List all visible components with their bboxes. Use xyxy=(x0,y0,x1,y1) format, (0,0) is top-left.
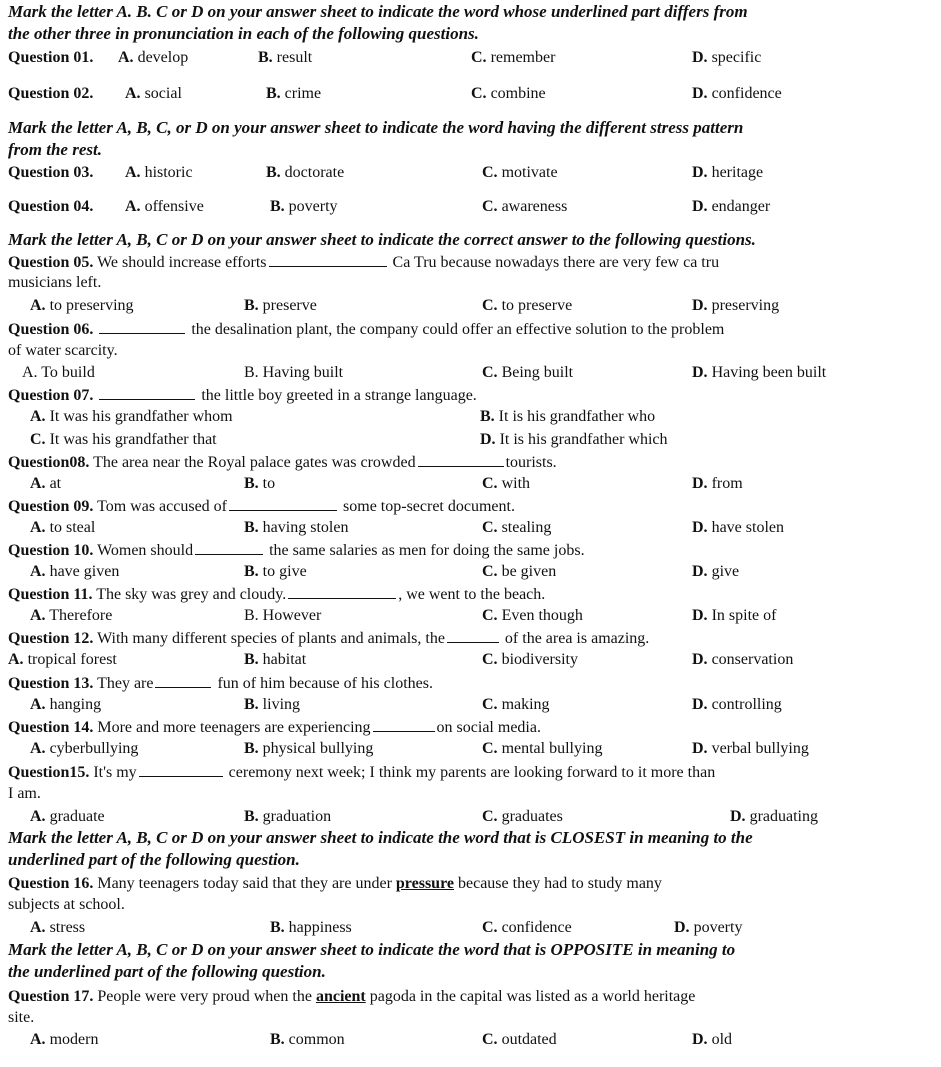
option-d[interactable]: D. heritage xyxy=(692,164,764,181)
instruction-correct-answer: Mark the letter A, B, C or D on your answer sheet to indicate the correct answer to the following questions. xyxy=(8,230,756,249)
option-d[interactable]: D. In spite of xyxy=(692,607,777,624)
option-a[interactable]: A. social xyxy=(125,85,182,102)
option-b[interactable]: B. result xyxy=(258,49,313,66)
option-d[interactable]: D. Having been built xyxy=(692,364,827,381)
option-b[interactable]: B. to xyxy=(244,475,276,492)
question-12-stem: Question 12. With many different species of plants and animals, the of the area is amazing. xyxy=(8,630,650,647)
question-07-stem: Question 07. the little boy greeted in a strange language. xyxy=(8,387,477,404)
option-c[interactable]: C. mental bullying xyxy=(482,740,603,757)
option-a[interactable]: A. Therefore xyxy=(30,607,113,624)
option-c[interactable]: C. making xyxy=(482,696,550,713)
question-01 xyxy=(8,48,933,68)
option-c[interactable]: C. motivate xyxy=(482,164,558,181)
option-c[interactable]: C. combine xyxy=(471,85,546,102)
question-13-stem: Question 13. They are fun of him because of his clothes. xyxy=(8,675,433,692)
option-c[interactable]: C. Even though xyxy=(482,607,583,624)
option-b[interactable]: B. graduation xyxy=(244,808,332,825)
instruction-opposite-line2: the underlined part of the following question. xyxy=(8,962,326,981)
question-10-stem: Question 10. Women should the same salaries as men for doing the same jobs. xyxy=(8,542,585,559)
question-label: Question 01. xyxy=(8,49,94,66)
answer-blank xyxy=(229,496,337,511)
question-label: Question 16. xyxy=(8,875,94,892)
question-08-stem: Question08. The area near the Royal palace gates was crowded tourists. xyxy=(8,454,557,471)
question-15-stem-cont: I am. xyxy=(8,785,41,802)
option-b[interactable]: B. Having built xyxy=(244,364,344,381)
instruction-opposite-line1: Mark the letter A, B, C or D on your answer sheet to indicate the word that is OPPOSITE in meaning to xyxy=(8,940,736,959)
question-14-stem: Question 14. More and more teenagers are experiencing on social media. xyxy=(8,719,541,736)
option-d[interactable]: D. conservation xyxy=(692,651,794,668)
question-label: Question 07. xyxy=(8,387,94,404)
option-a[interactable]: A. offensive xyxy=(125,198,204,215)
option-b[interactable]: B. habitat xyxy=(244,651,307,668)
question-label: Question 17. xyxy=(8,988,94,1005)
option-a[interactable]: A. to preserving xyxy=(30,297,134,314)
option-d[interactable]: D. controlling xyxy=(692,696,782,713)
question-15-stem: Question15. It's my ceremony next week; I think my parents are looking forward to it more than xyxy=(8,764,716,781)
question-label: Question 14. xyxy=(8,719,94,736)
instruction-pronunciation-line2: the other three in pronunciation in each of the following questions. xyxy=(8,24,479,43)
answer-blank xyxy=(99,319,185,334)
option-c[interactable]: C. graduates xyxy=(482,808,563,825)
question-label: Question 09. xyxy=(8,498,94,515)
option-b[interactable]: B. poverty xyxy=(270,198,338,215)
option-d[interactable]: D. poverty xyxy=(674,919,743,936)
option-b[interactable]: B. happiness xyxy=(270,919,352,936)
option-c[interactable]: C. confidence xyxy=(482,919,572,936)
question-05-stem-cont: musicians left. xyxy=(8,274,102,291)
option-d[interactable]: D. It is his grandfather which xyxy=(480,431,668,448)
option-d[interactable]: D. give xyxy=(692,563,740,580)
question-label: Question 10. xyxy=(8,542,94,559)
question-09-stem: Question 09. Tom was accused of some top-secret document. xyxy=(8,498,515,515)
option-d[interactable]: D. specific xyxy=(692,49,762,66)
option-b[interactable]: B. crime xyxy=(266,85,322,102)
question-17-stem-cont: site. xyxy=(8,1009,35,1026)
answer-blank xyxy=(418,452,504,467)
option-d[interactable]: D. confidence xyxy=(692,85,782,102)
option-a[interactable]: A. To build xyxy=(22,364,95,381)
answer-blank xyxy=(269,252,387,267)
answer-blank xyxy=(155,673,211,688)
option-b[interactable]: B. physical bullying xyxy=(244,740,374,757)
option-b[interactable]: B. having stolen xyxy=(244,519,349,536)
option-d[interactable]: D. have stolen xyxy=(692,519,784,536)
option-c[interactable]: C. biodiversity xyxy=(482,651,578,668)
option-c[interactable]: C. awareness xyxy=(482,198,568,215)
question-03 xyxy=(8,163,933,183)
option-b[interactable]: B. It is his grandfather who xyxy=(480,408,656,425)
question-05-stem: Question 05. We should increase efforts Ca Tru because nowadays there are very few ca tru xyxy=(8,254,720,271)
question-label: Question 12. xyxy=(8,630,94,647)
instruction-pronunciation-line1: Mark the letter A. B. C or D on your answer sheet to indicate the word whose underlined part differs from xyxy=(8,2,748,21)
option-a[interactable]: A. to steal xyxy=(30,519,96,536)
option-c[interactable]: C. It was his grandfather that xyxy=(30,431,217,448)
question-label: Question 13. xyxy=(8,675,94,692)
option-c[interactable]: C. outdated xyxy=(482,1031,557,1048)
option-b[interactable]: B. living xyxy=(244,696,301,713)
question-label: Question 05. xyxy=(8,254,94,271)
option-a[interactable]: A. tropical forest xyxy=(8,651,117,668)
option-d[interactable]: D. verbal bullying xyxy=(692,740,809,757)
question-label: Question08. xyxy=(8,454,90,471)
instruction-stress-line2: from the rest. xyxy=(8,140,102,159)
answer-blank xyxy=(373,717,435,732)
answer-blank xyxy=(288,584,396,599)
option-c[interactable]: C. Being built xyxy=(482,364,574,381)
option-c[interactable]: C. with xyxy=(482,475,531,492)
answer-blank xyxy=(99,385,195,400)
question-label: Question 06. xyxy=(8,321,94,338)
question-06-stem: Question 06. the desalination plant, the company could offer an effective solution to the problem xyxy=(8,321,725,338)
answer-blank xyxy=(139,762,223,777)
option-a[interactable]: A. develop xyxy=(118,49,189,66)
option-b[interactable]: B. to give xyxy=(244,563,307,580)
option-c[interactable]: C. be given xyxy=(482,563,557,580)
question-16-stem-cont: subjects at school. xyxy=(8,896,125,913)
question-02 xyxy=(8,84,933,104)
underlined-word: ancient xyxy=(315,988,366,1005)
question-16-stem: Question 16. Many teenagers today said that they are under pressure because they had to study many xyxy=(8,875,662,892)
question-label: Question15. xyxy=(8,764,90,781)
instruction-stress-line1: Mark the letter A, B, C, or D on your answer sheet to indicate the word having the different stress pattern xyxy=(8,118,744,137)
answer-blank xyxy=(195,540,263,555)
option-a[interactable]: A. graduate xyxy=(30,808,105,825)
underlined-word: pressure xyxy=(395,875,454,892)
question-label: Question 03. xyxy=(8,164,94,181)
option-a[interactable]: A. at xyxy=(30,475,62,492)
option-b[interactable]: B. However xyxy=(244,607,322,624)
option-d[interactable]: D. preserving xyxy=(692,297,780,314)
option-c[interactable]: C. to preserve xyxy=(482,297,573,314)
option-c[interactable]: C. remember xyxy=(471,49,556,66)
instruction-closest-line2: underlined part of the following question. xyxy=(8,850,300,869)
question-06-stem-cont: of water scarcity. xyxy=(8,342,118,359)
option-b[interactable]: B. preserve xyxy=(244,297,317,314)
question-label: Question 02. xyxy=(8,85,94,102)
instruction-closest-line1: Mark the letter A, B, C or D on your answer sheet to indicate the word that is CLOSEST in meaning to the xyxy=(8,828,753,847)
option-a[interactable]: A. stress xyxy=(30,919,86,936)
question-11-stem: Question 11. The sky was grey and cloudy. , we went to the beach. xyxy=(8,586,546,603)
option-a[interactable]: A. cyberbullying xyxy=(30,740,139,757)
option-d[interactable]: D. old xyxy=(692,1031,733,1048)
option-b[interactable]: B. doctorate xyxy=(266,164,345,181)
question-label: Question 11. xyxy=(8,586,93,603)
option-d[interactable]: D. from xyxy=(692,475,743,492)
option-a[interactable]: A. modern xyxy=(30,1031,99,1048)
option-b[interactable]: B. common xyxy=(270,1031,345,1048)
option-d[interactable]: D. graduating xyxy=(730,808,818,825)
option-d[interactable]: D. endanger xyxy=(692,198,771,215)
option-a[interactable]: A. hanging xyxy=(30,696,102,713)
option-a[interactable]: A. It was his grandfather whom xyxy=(30,408,233,425)
option-a[interactable]: A. have given xyxy=(30,563,120,580)
question-17-stem: Question 17. People were very proud when the ancient pagoda in the capital was listed as a world heritage xyxy=(8,988,696,1005)
answer-blank xyxy=(447,628,499,643)
question-04 xyxy=(8,197,933,217)
option-c[interactable]: C. stealing xyxy=(482,519,552,536)
option-a[interactable]: A. historic xyxy=(125,164,193,181)
question-label: Question 04. xyxy=(8,198,94,215)
